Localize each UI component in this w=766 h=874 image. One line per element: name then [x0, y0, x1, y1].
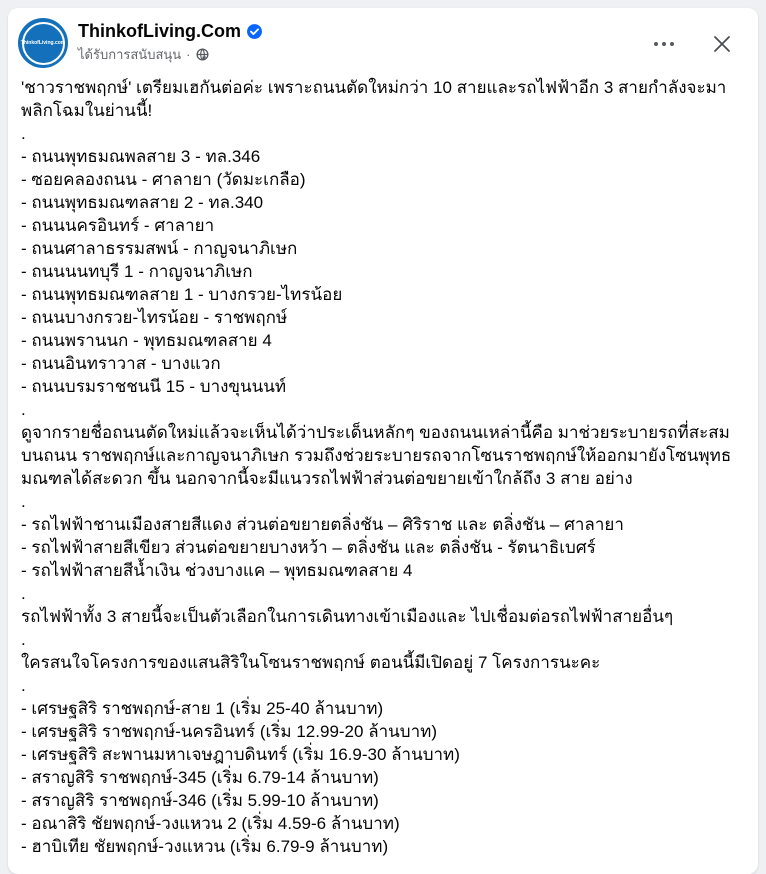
post-line: - สราญสิริ ราชพฤกษ์-346 (เริ่ม 5.99-10 ล้านบาท) — [21, 791, 379, 810]
post-line: - รถไฟฟ้าชานเมืองสายสีแดง ส่วนต่อขยายตลิ่งชัน – ศิริราช และ ตลิ่งชัน – ศาลายา — [21, 515, 624, 534]
page-name-link[interactable]: ThinkofLiving.Com — [78, 21, 241, 41]
post-line: 'ชาวราชพฤกษ์' เตรียมเฮกันต่อค่ะ เพราะถนนตัดใหม่กว่า 10 สายและรถไฟฟ้าอีก 3 สายกำลังจะมาพลิกโฉมในย่านนี้! — [21, 78, 727, 120]
post-line: - ถนนบางกรวย-ไทรน้อย - ราชพฤกษ์ — [21, 308, 288, 327]
post-header — [8, 8, 758, 72]
sub-row-separator: · — [186, 47, 191, 62]
facebook-post-card — [8, 8, 758, 874]
post-line: . — [21, 676, 26, 695]
post-line: . — [21, 124, 26, 143]
ellipsis-dot — [670, 42, 674, 46]
more-options-button[interactable] — [650, 38, 678, 50]
post-line: - รถไฟฟ้าสายสีเขียว ส่วนต่อขยายบางหว้า – ตลิ่งชัน และ ตลิ่งชัน - รัตนาธิเบศร์ — [21, 538, 596, 557]
verified-badge-icon — [246, 23, 263, 40]
post-line: ดูจากรายชื่อถนนตัดใหม่แล้วจะเห็นได้ว่าประเด็นหลักๆ ของถนนเหล่านี้คือ มาช่วยระบายรถที่สะสมบนถนน ราชพฤกษ์และกาญจนาภิเษก รวมถึงช่วยระบายรถจากโซนราชพฤกษ์ให้ออกมายังโซนพุทธมณฑลได้สะดวก ขึ้น นอกจากนี้จะมีแนวรถไฟฟ้าส่วนต่อขยายเข้าใกล้ถึง 3 สาย อย่าง — [21, 423, 732, 488]
page-avatar[interactable] — [18, 18, 68, 68]
post-line: - อณาสิริ ชัยพฤกษ์-วงแหวน 2 (เริ่ม 4.59-6 ล้านบาท) — [21, 814, 400, 833]
post-line: - ซอยคลองถนน - ศาลายา (วัดมะเกลือ) — [21, 170, 306, 189]
post-line: - ถนนอินทราวาส - บางแวก — [21, 354, 221, 373]
post-line: - ถนนศาลาธรรมสพน์ - กาญจนาภิเษก — [21, 239, 298, 258]
ellipsis-dot — [654, 42, 658, 46]
post-line: . — [21, 492, 26, 511]
globe-icon — [196, 48, 209, 61]
close-button[interactable] — [708, 30, 736, 58]
post-line: - ถนนบรมราชชนนี 15 - บางขุนนนท์ — [21, 377, 287, 396]
post-line: - รถไฟฟ้าสายสีน้ำเงิน ช่วงบางแค – พุทธมณฑลสาย 4 — [21, 561, 413, 580]
post-line: รถไฟฟ้าทั้ง 3 สายนี้จะเป็นตัวเลือกในการเดินทางเข้าเมืองและ ไปเชื่อมต่อรถไฟฟ้าสายอื่นๆ — [21, 607, 674, 626]
page-avatar-logo — [22, 22, 65, 65]
post-line: - ถนนนครอินทร์ - ศาลายา — [21, 216, 215, 235]
post-line: - เศรษฐสิริ สะพานมหาเจษฎาบดินทร์ (เริ่ม 16.9-30 ล้านบาท) — [21, 745, 460, 764]
post-line: . — [21, 400, 26, 419]
post-line: - เศรษฐสิริ ราชพฤกษ์-นครอินทร์ (เริ่ม 12.99-20 ล้านบาท) — [21, 722, 437, 741]
post-line: - เศรษฐสิริ ราชพฤกษ์-สาย 1 (เริ่ม 25-40 ล้านบาท) — [21, 699, 384, 718]
ellipsis-dot — [662, 42, 666, 46]
post-line: - ถนนพุทธมณฑลสาย 1 - บางกรวย-ไทรน้อย — [21, 285, 343, 304]
header-text-block — [78, 21, 263, 65]
post-line: - ถนนนนทบุรี 1 - กาญจนาภิเษก — [21, 262, 253, 281]
avatar-logo-text: ThinkofLiving.com — [20, 40, 66, 46]
post-line: ใครสนใจโครงการของแสนสิริในโซนราชพฤกษ์ ตอนนี้มีเปิดอยู่ 7 โครงการนะคะ — [21, 653, 601, 672]
post-line: - ถนนพุทธมณพลสาย 3 - ทล.346 — [21, 147, 261, 166]
sponsored-label: ได้รับการสนับสนุน — [78, 47, 182, 62]
post-line: - สราญสิริ ราชพฤกษ์-345 (เริ่ม 6.79-14 ล้านบาท) — [21, 768, 379, 787]
post-text — [8, 72, 758, 874]
post-line: - ฮาบิเทีย ชัยพฤกษ์-วงแหวน (เริ่ม 6.79-9 ล้านบาท) — [21, 837, 389, 856]
post-line: . — [21, 630, 26, 649]
post-line: . — [21, 584, 26, 603]
post-line: - ถนนพรานนก - พุทธมณฑลสาย 4 — [21, 331, 272, 350]
header-actions — [650, 30, 736, 58]
post-line: - ถนนพุทธมณฑลสาย 2 - ทล.340 — [21, 193, 264, 212]
